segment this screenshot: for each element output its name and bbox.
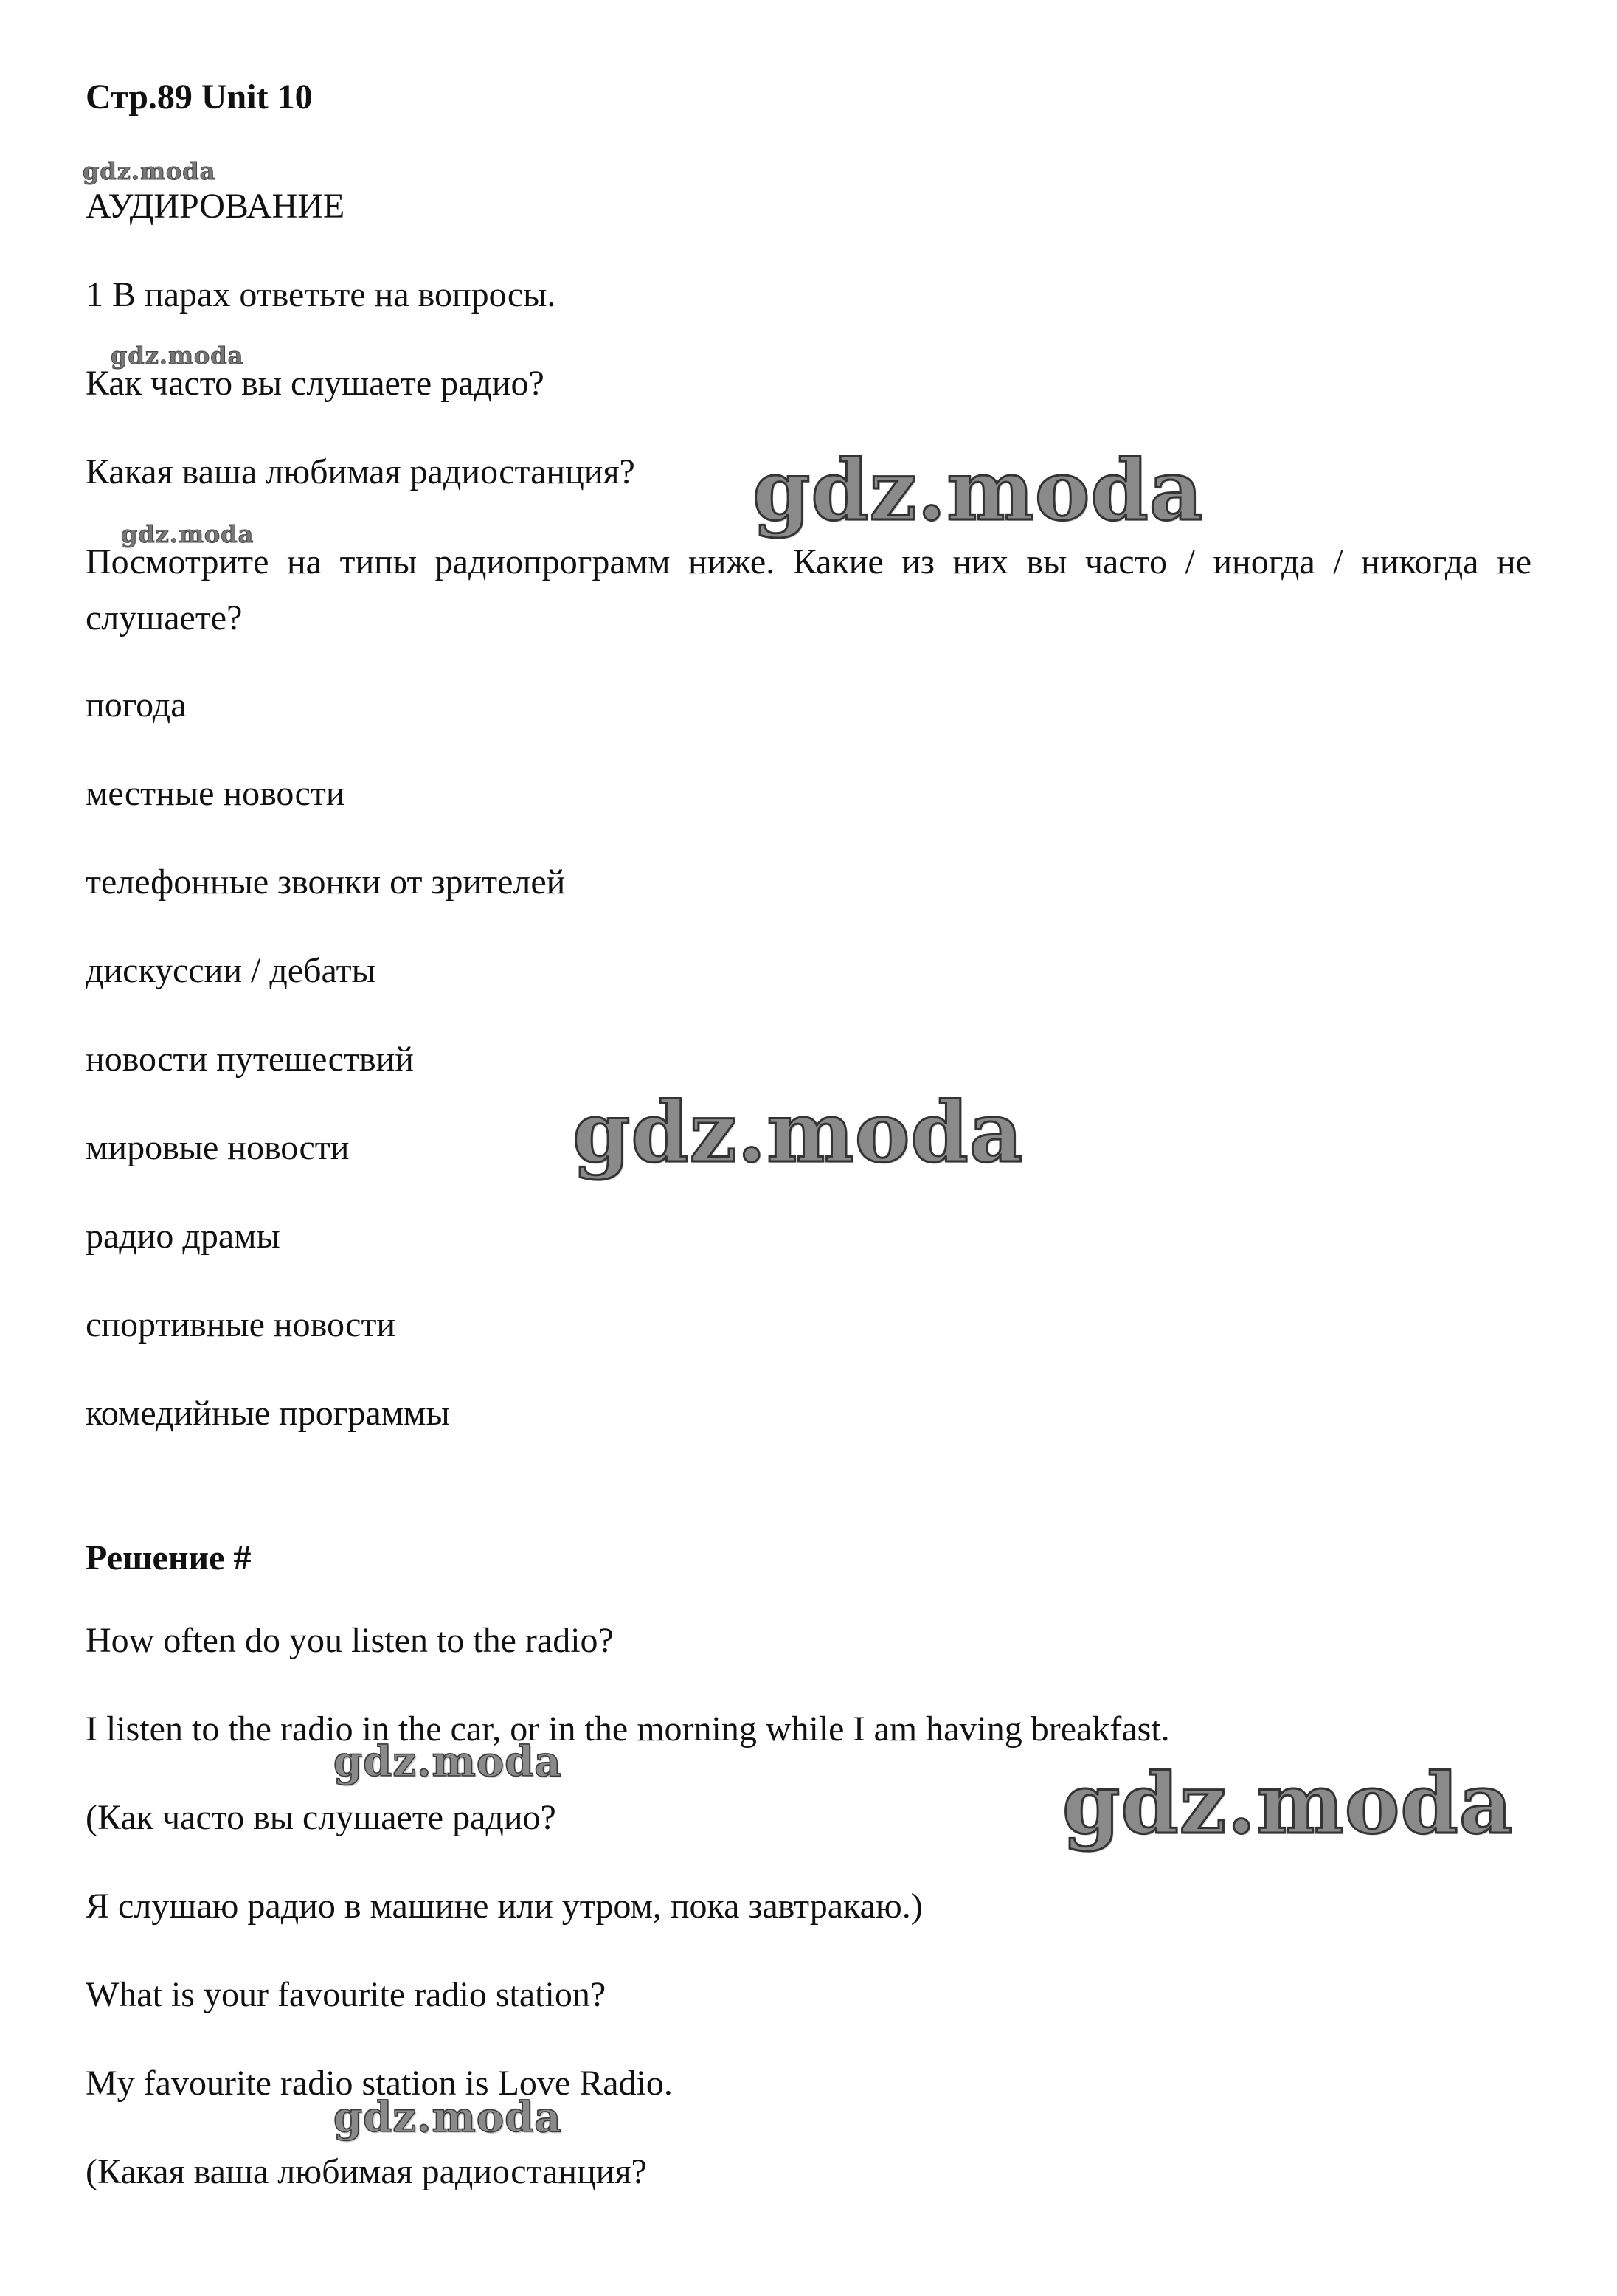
program-type-item: погода: [86, 685, 187, 725]
program-type-item: комедийные программы: [86, 1394, 450, 1433]
solution-line: I listen to the radio in the car, or in the morning while I am having breakfast.: [86, 1709, 1170, 1749]
solution-line: What is your favourite radio station?: [86, 1975, 606, 2014]
program-type-item: мировые новости: [86, 1128, 350, 1167]
program-type-item: телефонные звонки от зрителей: [86, 862, 566, 902]
program-type-item: дискуссии / дебаты: [86, 951, 375, 990]
program-type-item: местные новости: [86, 774, 345, 813]
task-question: Как часто вы слушаете радио?: [86, 364, 544, 403]
task-instruction: 1 В парах ответьте на вопросы.: [86, 275, 556, 314]
program-type-item: новости путешествий: [86, 1040, 414, 1079]
watermark: gdz.moda: [333, 2093, 562, 2142]
page-title: Стр.89 Unit 10: [86, 77, 313, 117]
solution-line: (Какая ваша любимая радиостанция?: [86, 2152, 647, 2191]
solution-line: (Как часто вы слушаете радио?: [86, 1798, 556, 1837]
solution-line: How often do you listen to the radio?: [86, 1621, 614, 1660]
solution-line: My favourite radio station is Love Radio.: [86, 2064, 673, 2103]
solution-heading: Решение #: [86, 1538, 252, 1577]
watermark: gdz.moda: [121, 520, 255, 548]
program-type-item: спортивные новости: [86, 1305, 396, 1344]
watermark: gdz.moda: [1062, 1756, 1514, 1853]
solution-line: Я слушаю радио в машине или утром, пока завтракаю.): [86, 1887, 923, 1926]
section-heading: АУДИРОВАНИЕ: [86, 187, 345, 226]
watermark: gdz.moda: [83, 157, 216, 185]
task-question: Посмотрите на типы радиопрограмм ниже. Какие из них вы часто / иногда / никогда не слушаете?: [86, 542, 1531, 637]
task-question: Какая ваша любимая радиостанция?: [86, 452, 635, 491]
watermark: gdz.moda: [752, 443, 1204, 539]
watermark: gdz.moda: [333, 1737, 562, 1786]
watermark: gdz.moda: [572, 1085, 1024, 1181]
program-type-item: радио драмы: [86, 1217, 280, 1256]
watermark: gdz.moda: [111, 342, 244, 370]
